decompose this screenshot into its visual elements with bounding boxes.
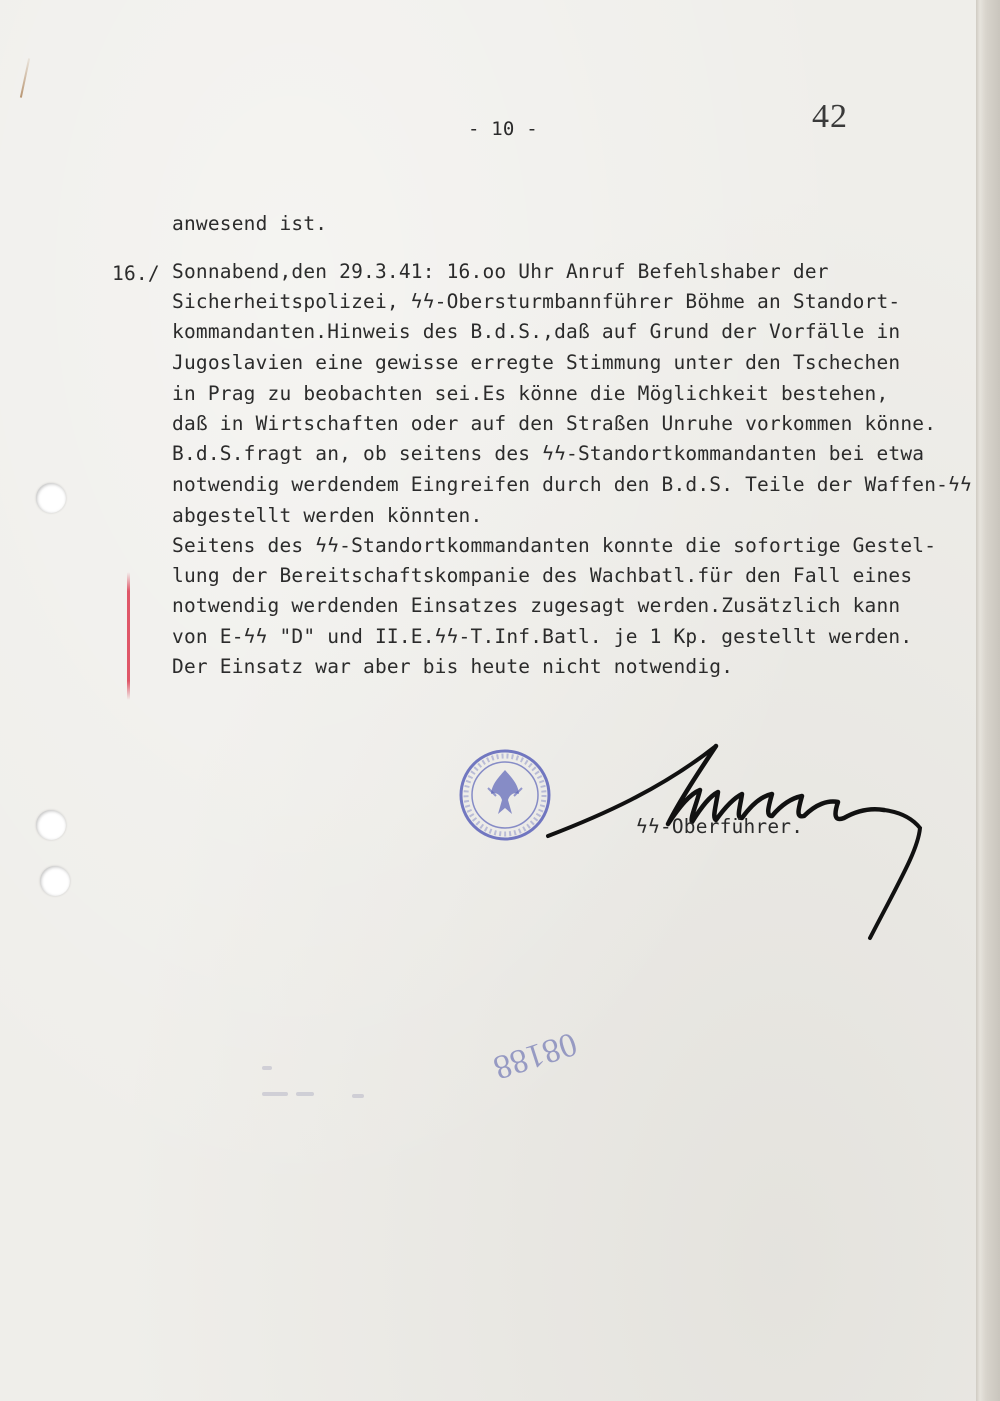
faint-ink-mark: [262, 1066, 272, 1070]
archive-number-stamp: [470, 1010, 600, 1100]
page-edge-shadow: [976, 0, 1000, 1401]
body-line: daß in Wirtschaften oder auf den Straßen Unruhe vorkommen könne.: [172, 412, 937, 435]
body-line: von E-ϟϟ "D" und II.E.ϟϟ-T.Inf.Batl. je 1 Kp. gestellt werden.: [172, 625, 913, 648]
body-line: notwendig werdendem Eingreifen durch den B.d.S. Teile der Waffen-ϟϟ: [172, 473, 972, 496]
page-number: - 10 -: [468, 118, 538, 140]
body-line: B.d.S.fragt an, ob seitens des ϟϟ-Standortkommandanten bei etwa: [172, 442, 925, 465]
item-number: 16./: [112, 262, 160, 285]
body-line: Der Einsatz war aber bis heute nicht notwendig.: [172, 655, 734, 678]
punch-hole: [36, 810, 66, 840]
body-line: notwendig werdenden Einsatzes zugesagt werden.Zusätzlich kann: [172, 594, 901, 617]
body-line: Sicherheitspolizei, ϟϟ-Obersturmbannführer Böhme an Standort-: [172, 290, 901, 313]
faint-ink-mark: [262, 1092, 288, 1096]
body-line: abgestellt werden könnten.: [172, 504, 483, 527]
signatory-rank: ϟϟ-Oberführer.: [636, 815, 804, 838]
body-line: lung der Bereitschaftskompanie des Wachbatl.für den Fall eines: [172, 564, 913, 587]
punch-hole: [36, 483, 66, 513]
continuation-line: anwesend ist.: [172, 212, 328, 235]
handwritten-signature: [540, 730, 960, 950]
body-line: Jugoslavien eine gewisse erregte Stimmung unter den Tschechen: [172, 351, 901, 374]
margin-mark: [20, 58, 30, 98]
body-line: Sonnabend,den 29.3.41: 16.oo Uhr Anruf Befehlshaber der: [172, 260, 829, 283]
body-line: in Prag zu beobachten sei.Es könne die Möglichkeit bestehen,: [172, 382, 889, 405]
red-pencil-mark: [127, 572, 130, 700]
archive-number-text: 08188: [489, 1024, 582, 1087]
body-line: Seitens des ϟϟ-Standortkommandanten konnte die sofortige Gestel-: [172, 534, 937, 557]
body-line: kommandanten.Hinweis des B.d.S.,daß auf Grund der Vorfälle in: [172, 320, 901, 343]
faint-ink-mark: [296, 1092, 314, 1096]
faint-ink-mark: [352, 1094, 364, 1098]
folio-number: 42: [812, 98, 848, 135]
punch-hole: [40, 866, 70, 896]
official-seal-stamp: [458, 748, 552, 842]
